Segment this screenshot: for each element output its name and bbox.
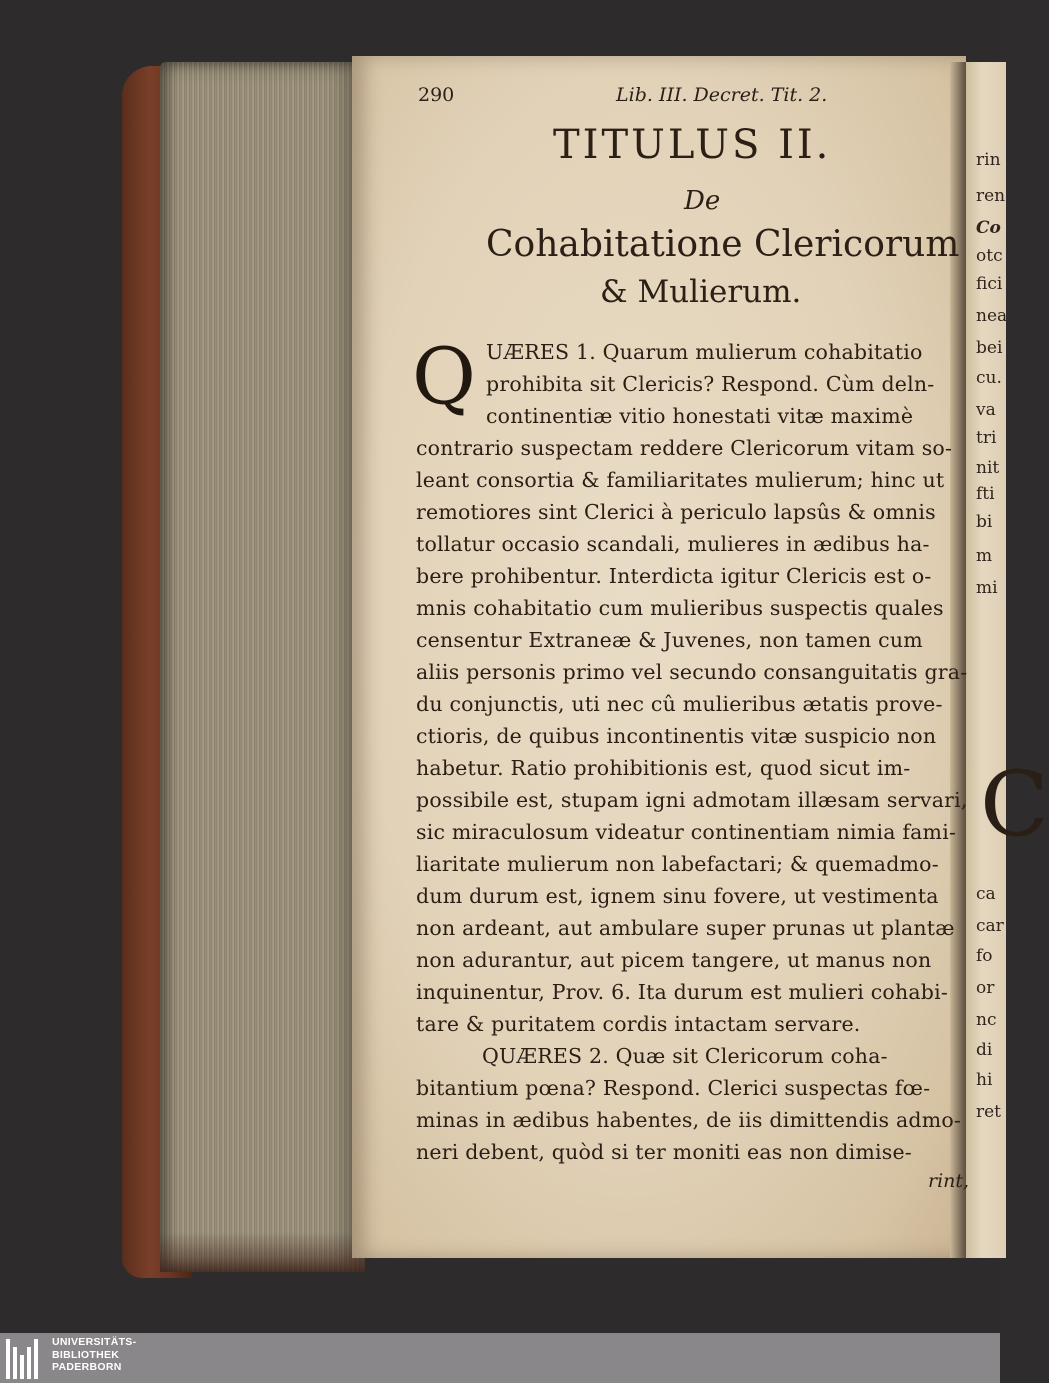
text-line: possibile est, stupam igni admotam illæsam servari, — [416, 788, 968, 812]
text-line: non ardeant, aut ambulare super prunas ut plantæ — [416, 916, 955, 940]
facing-page-text: Co — [976, 218, 1001, 238]
facing-page-text: cu. — [976, 368, 1002, 388]
text-line: contrario suspectam reddere Clericorum vitam so- — [416, 436, 953, 460]
library-name — [52, 1336, 136, 1374]
text-line: remotiores sint Clerici à periculo lapsûs & omnis — [416, 500, 936, 524]
facing-page-text: rin — [976, 150, 1001, 170]
text-line: QUÆRES 2. Quæ sit Clericorum coha- — [482, 1044, 888, 1068]
facing-page-text: tri — [976, 428, 997, 448]
facing-page-text: fici — [976, 274, 1003, 294]
text-line: continentiæ vitio honestati vitæ maximè — [486, 404, 914, 428]
facing-page-text: nea — [976, 306, 1008, 326]
text-line: ctioris, de quibus incontinentis vitæ suspicio non — [416, 724, 937, 748]
text-line: liaritate mulierum non labefactari; & quemadmo- — [416, 852, 939, 876]
text-line: inquinentur, Prov. 6. Ita durum est mulieri cohabi- — [416, 980, 948, 1004]
text-line: tollatur occasio scandali, mulieres in ædibus ha- — [416, 532, 930, 556]
facing-page-text: otc — [976, 246, 1003, 266]
text-line: non adurantur, aut picem tangere, ut manus non — [416, 948, 932, 972]
text-line: habetur. Ratio prohibitionis est, quod sicut im- — [416, 756, 911, 780]
drop-capital: Q — [412, 332, 476, 422]
facing-page-text: car — [976, 916, 1004, 936]
library-name-line: PADERBORN — [52, 1361, 122, 1373]
text-line: tare & puritatem cordis intactam servare. — [416, 1012, 861, 1036]
text-line: prohibita sit Clericis? Respond. Cùm deln- — [486, 372, 935, 396]
facing-page-text: or — [976, 978, 995, 998]
facing-page-text: va — [976, 400, 996, 420]
facing-page-text: bi — [976, 512, 993, 532]
facing-page-text: fo — [976, 946, 993, 966]
facing-page-text: nc — [976, 1010, 997, 1030]
text-line: UÆRES 1. Quarum mulierum cohabitatio — [486, 340, 923, 364]
facing-page-text: mi — [976, 578, 998, 598]
library-name-line: UNIVERSITÄTS- — [52, 1336, 137, 1348]
text-line: mnis cohabitatio cum mulieribus suspectis quales — [416, 596, 944, 620]
library-name-line: BIBLIOTHEK — [52, 1348, 120, 1361]
footer-bar — [0, 1333, 1000, 1383]
facing-page-fragment — [966, 62, 1049, 1258]
facing-page-text: ret — [976, 1102, 1002, 1122]
library-logo-icon — [6, 1339, 48, 1379]
facing-page-text: m — [976, 546, 993, 566]
text-line: censentur Extraneæ & Juvenes, non tamen cum — [416, 628, 923, 652]
facing-page-text: hi — [976, 1070, 993, 1090]
facing-page-text: ren — [976, 186, 1006, 206]
catchword: rint, — [928, 1170, 970, 1192]
section-title: TITULUS II. — [553, 122, 832, 168]
text-line: sic miraculosum videatur continentiam nimia fami- — [416, 820, 957, 844]
facing-page-initial: C — [980, 752, 1049, 857]
facing-page-text: fti — [976, 484, 995, 504]
page-fore-edge — [160, 62, 365, 1272]
text-line: dum durum est, ignem sinu fovere, ut vestimenta — [416, 884, 939, 908]
text-line: minas in ædibus habentes, de iis dimittendis admo- — [416, 1108, 962, 1132]
facing-page-text: ca — [976, 884, 996, 904]
facing-page-text: di — [976, 1040, 993, 1060]
section-subtitle-continued: & Mulierum. — [600, 274, 802, 310]
facing-page-text: nit — [976, 458, 1000, 478]
text-line: du conjunctis, uti nec cû mulieribus ætatis prove- — [416, 692, 943, 716]
text-line: bitantium pœna? Respond. Clerici suspectas fœ- — [416, 1076, 931, 1100]
facing-page-text: bei — [976, 338, 1003, 358]
section-subtitle-de: De — [684, 186, 721, 216]
text-line: leant consortia & familiaritates mulierum; hinc ut — [416, 468, 945, 492]
text-line: aliis personis primo vel secundo consanguitatis gra- — [416, 660, 968, 684]
text-line: neri debent, quòd si ter moniti eas non dimise- — [416, 1140, 912, 1164]
section-subtitle: Cohabitatione Clericorum — [486, 224, 960, 265]
page-number: 290 — [418, 84, 455, 106]
text-line: bere prohibentur. Interdicta igitur Clericis est o- — [416, 564, 932, 588]
running-head: Lib. III. Decret. Tit. 2. — [616, 84, 828, 106]
